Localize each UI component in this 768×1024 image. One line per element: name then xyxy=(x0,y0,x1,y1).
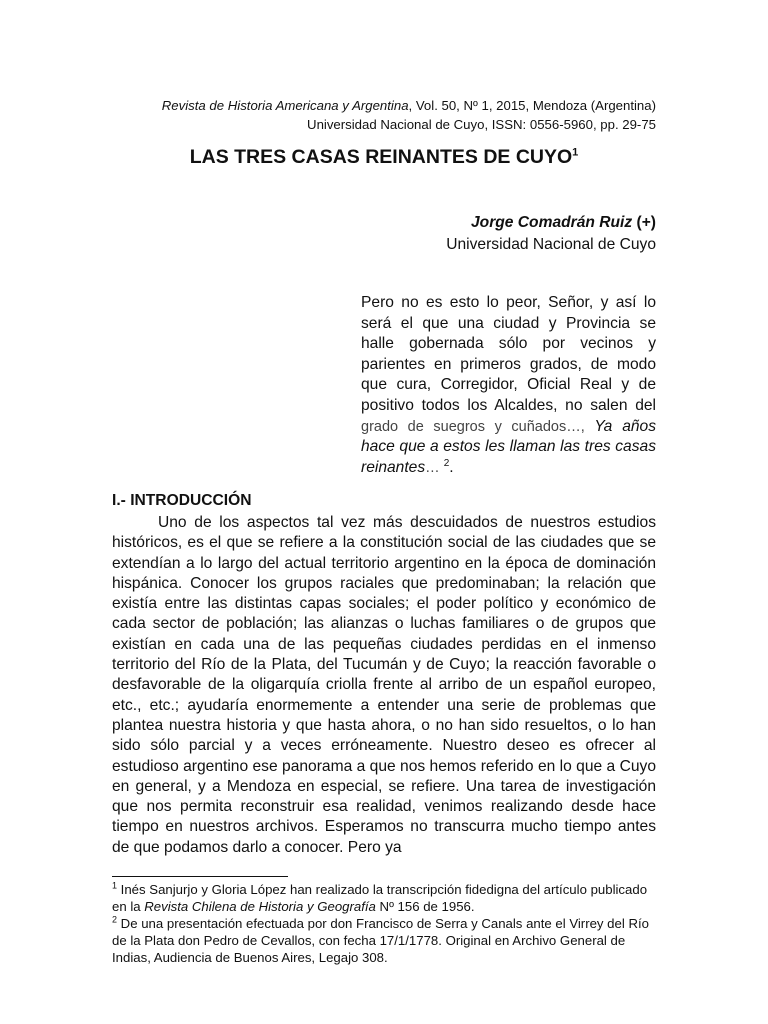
footnote-1-text-a: Inés Sanjurjo y Gloria López han realizado la transcripción fidedigna del artículo publicado en la xyxy=(112,882,648,914)
article-title-text: LAS TRES CASAS REINANTES DE CUYO xyxy=(189,146,573,168)
author-affiliation: Universidad Nacional de Cuyo xyxy=(446,236,656,253)
journal-title: Revista de Historia Americana y Argentina xyxy=(161,98,409,113)
section-heading: I.- INTRODUCCIÓN xyxy=(112,492,252,509)
epigraph-italic: Ya años hace que a estos les llaman las tres casas reinantes xyxy=(361,417,657,476)
footnote-1-journal: Revista Chilena de Historia y Geografía xyxy=(144,899,376,914)
epigraph-ellipsis: … xyxy=(425,459,444,476)
footnote-ref-1[interactable]: 1 xyxy=(572,146,579,159)
footnote-1-text-b: Nº 156 de 1956. xyxy=(375,899,475,914)
footnote-ref-2[interactable]: 2 xyxy=(443,457,450,469)
footnote-1-number: 1 xyxy=(112,880,118,891)
footnote-divider xyxy=(112,876,288,877)
epigraph-end: . xyxy=(449,458,454,476)
author-block xyxy=(446,212,656,256)
article-title xyxy=(112,146,656,169)
footnote-1 xyxy=(112,881,656,915)
epigraph-part-2: grado de suegros y cuñados…, xyxy=(361,418,595,435)
epigraph-part-1: Pero no es esto lo peor, Señor, y así lo será el que una ciudad y Provincia se halle gobernada sólo por vecinos y parientes en primeros grados, de modo que cura, Corregidor, Oficial Real y de positivo todos los Alcaldes, no salen del xyxy=(361,294,656,414)
journal-volume-info: , Vol. 50, Nº 1, 2015, Mendoza (Argentina) xyxy=(408,98,656,113)
footnotes xyxy=(112,881,656,966)
footnote-2-number: 2 xyxy=(112,914,118,925)
author-name: Jorge Comadrán Ruiz xyxy=(471,214,633,231)
body-paragraph: Uno de los aspectos tal vez más descuidados de nuestros estudios históricos, es el que se refiere a la constitución social de las ciudades que se extendían a lo largo del actual territorio argentino en la época de dominación hispánica. Conocer los grupos raciales que predominaban; la relación que existía entre las distintas capas sociales; el poder político y económico de cada sector de población; las alianzas o luchas familiares o de grupos que existían en cada una de las pequeñas ciudades perdidas en el inmenso territorio del Río de la Plata, del Tucumán y de Cuyo; la reacción favorable o desfavorable de la oligarquía criolla frente al arribo de un español europeo, etc., etc.; ayudaría enormemente a entender una serie de problemas que plantea nuestra historia y que hasta ahora, o no han sido resueltos, o lo han sido sólo parcial y a veces erróneamente. Nuestro deseo es ofrecer al estudioso argentino ese panorama a que nos hemos referido en lo que a Cuyo en general, y a Mendoza en especial, se refiere. Una tarea de investigación que nos permita reconstruir esa realidad, venimos realizando desde hace tiempo en nuestros archivos. Esperamos no transcurra mucho tiempo antes de que podamos darlo a conocer. Pero ya xyxy=(112,514,656,856)
author-line xyxy=(446,212,656,234)
epigraph-quote xyxy=(361,293,656,478)
journal-publisher-line: Universidad Nacional de Cuyo, ISSN: 0556-5960, pp. 29-75 xyxy=(307,117,656,132)
footnote-2-text: De una presentación efectuada por don Francisco de Serra y Canals ante el Virrey del Río de la Plata don Pedro de Cevallos, con fecha 17/1/1778. Original en Archivo General de Indias, Audiencia de Buenos Aires, Legajo 308. xyxy=(112,916,649,965)
journal-header xyxy=(162,96,656,134)
author-suffix: (+) xyxy=(632,214,656,231)
journal-citation-line xyxy=(162,96,656,115)
footnote-2 xyxy=(112,915,656,966)
